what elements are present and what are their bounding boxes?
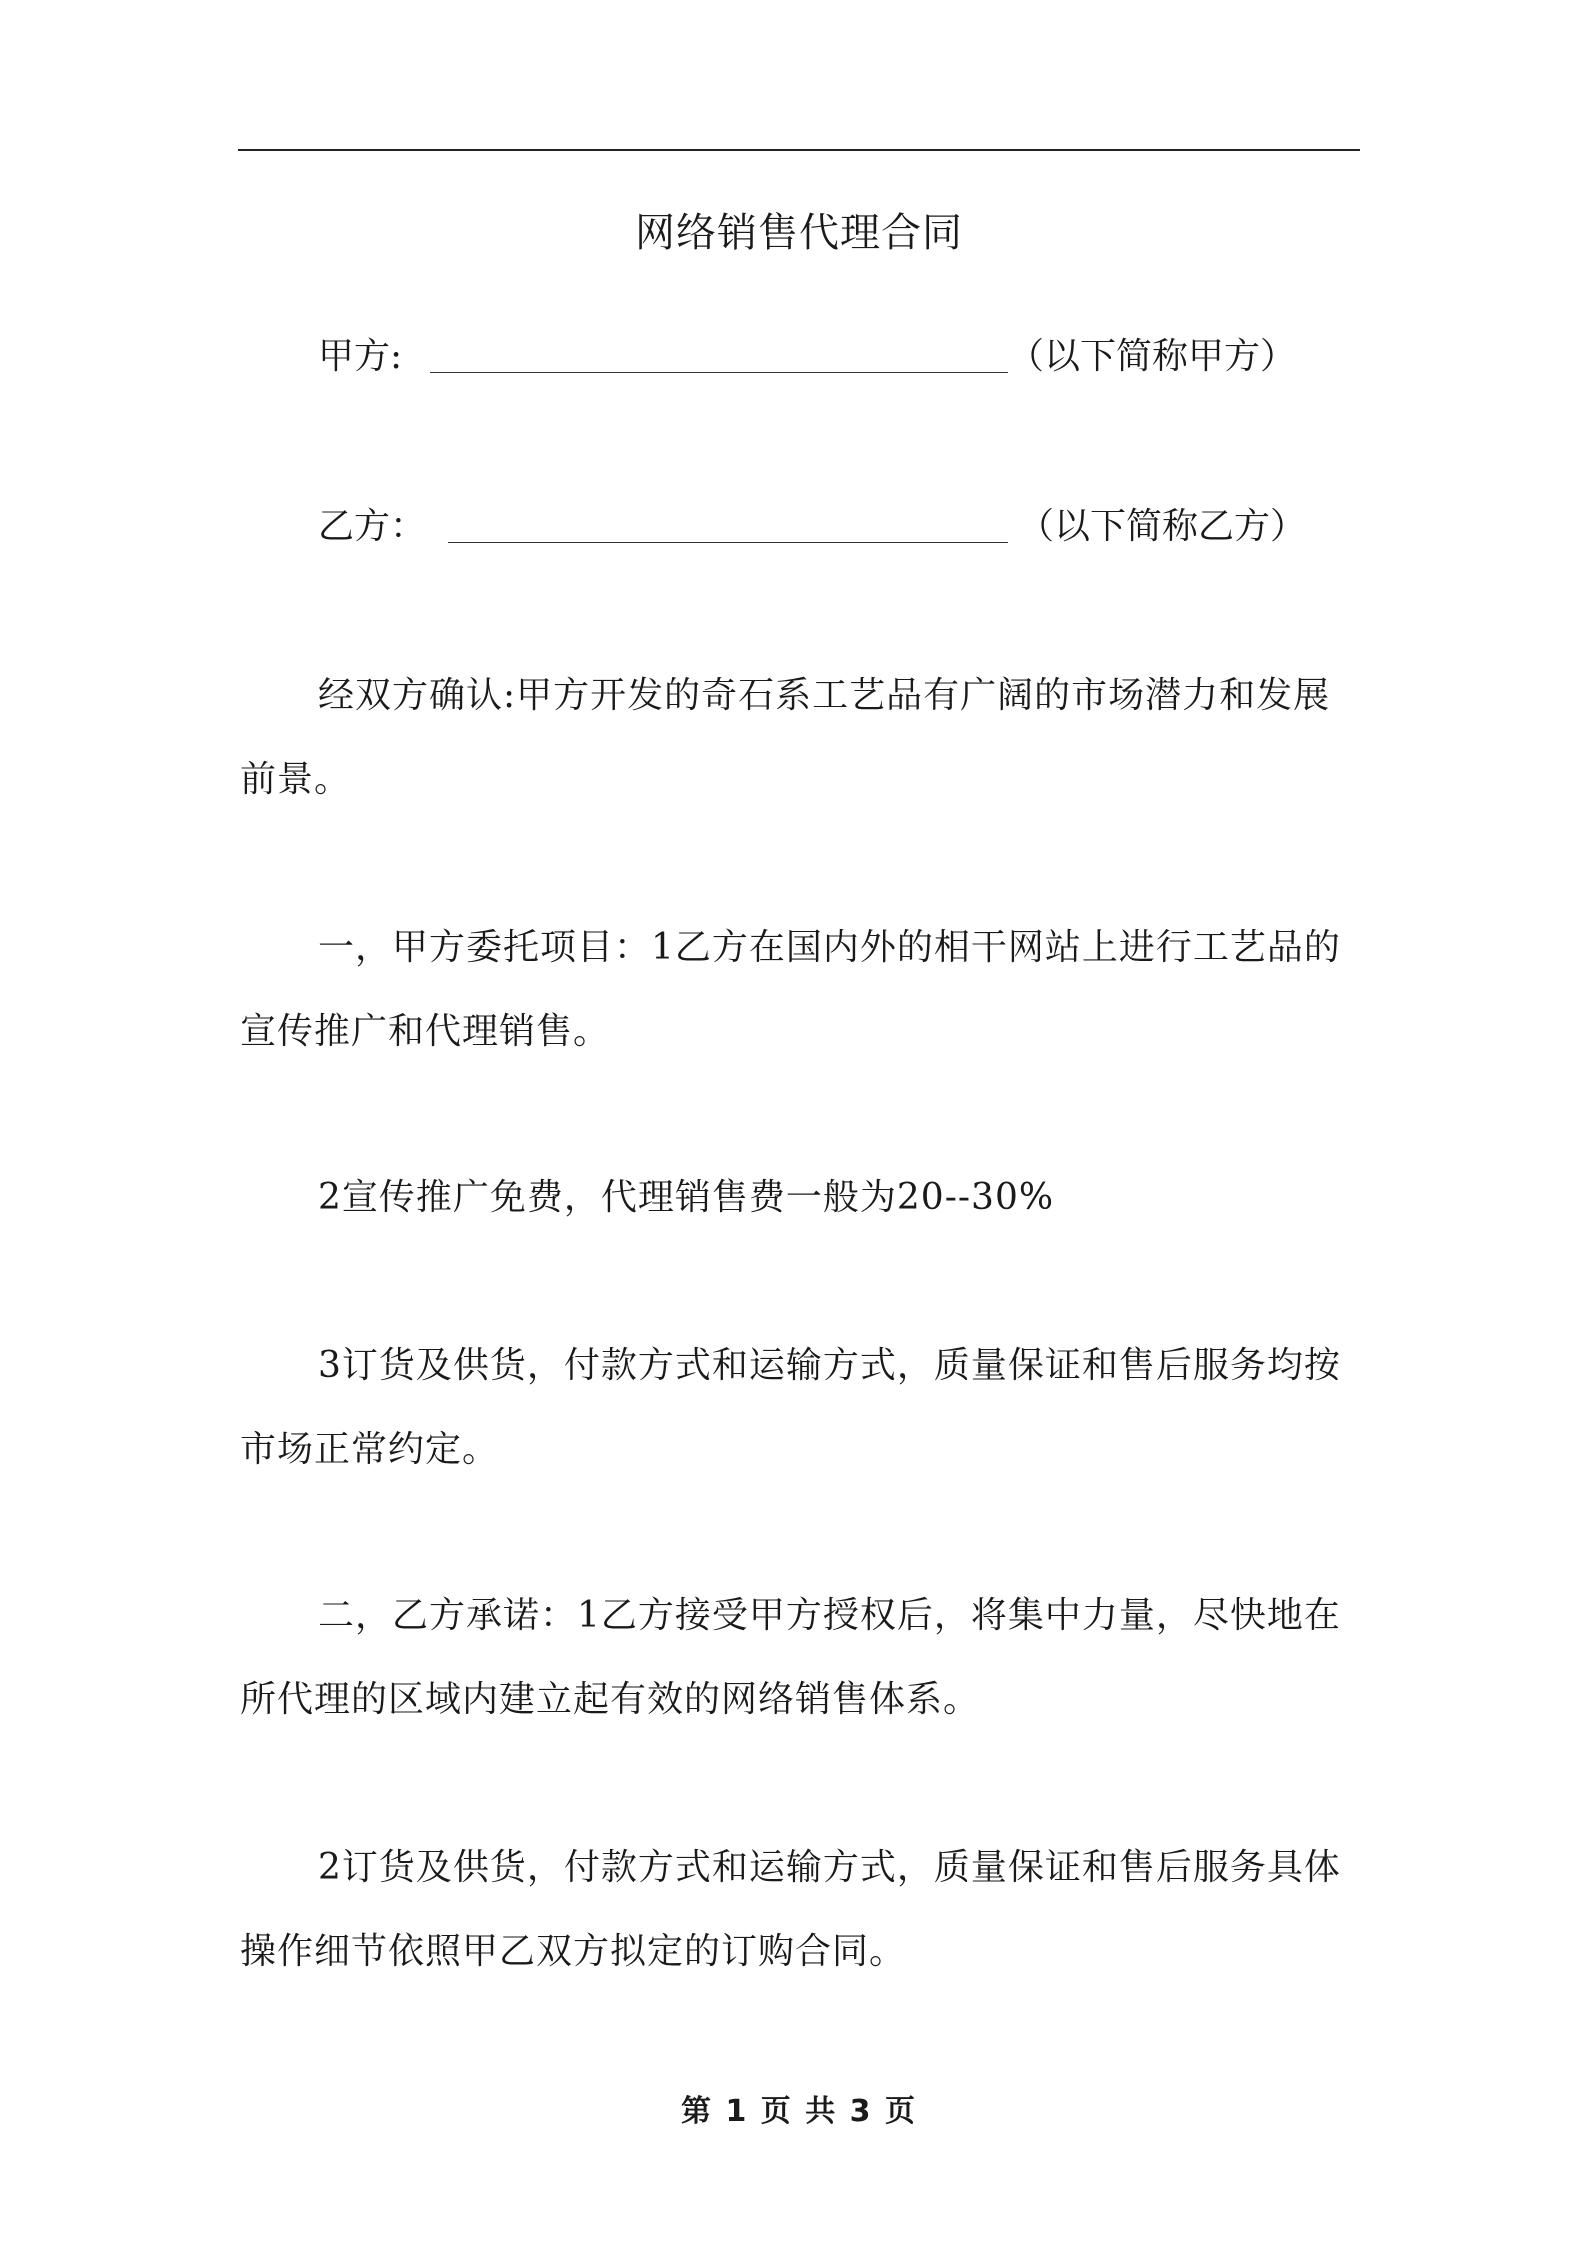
document-title: 网络销售代理合同: [635, 210, 963, 256]
paragraph-clause-1: 一，甲方委托项目：1乙方在国内外的相干网站上进行工艺品的宣传推广和代理销售。: [240, 927, 1341, 1052]
paragraph-clause-1-2: 2宣传推广免费，代理销售费一般为20--30%: [318, 1177, 1055, 1218]
party-b-blank: [448, 542, 1008, 543]
paragraph-clause-2: 二，乙方承诺：1乙方接受甲方授权后，将集中力量，尽快地在所代理的区域内建立起有效的网络销售体系。: [240, 1595, 1341, 1720]
party-b-suffix: （以下简称乙方）: [1018, 506, 1307, 547]
party-a-blank: [430, 372, 1008, 373]
party-b-line: [318, 502, 1307, 552]
party-a-line: [318, 332, 1297, 382]
paragraph-clause-1-3: 3订货及供货，付款方式和运输方式，质量保证和售后服务均按市场正常约定。: [240, 1345, 1341, 1470]
paragraph-clause-2-2: 2订货及供货，付款方式和运输方式，质量保证和售后服务具体操作细节依照甲乙双方拟定的订购合同。: [240, 1847, 1341, 1972]
header-rule: [238, 149, 1360, 151]
page-number-footer: 第 1 页 共 3 页: [681, 2094, 917, 2129]
party-a-suffix: （以下简称甲方）: [1008, 336, 1297, 377]
party-b-label: 乙方：: [318, 506, 427, 547]
party-a-label: 甲方:: [318, 336, 403, 377]
paragraph-preamble: 经双方确认:甲方开发的奇石系工艺品有广阔的市场潜力和发展前景。: [240, 675, 1331, 800]
